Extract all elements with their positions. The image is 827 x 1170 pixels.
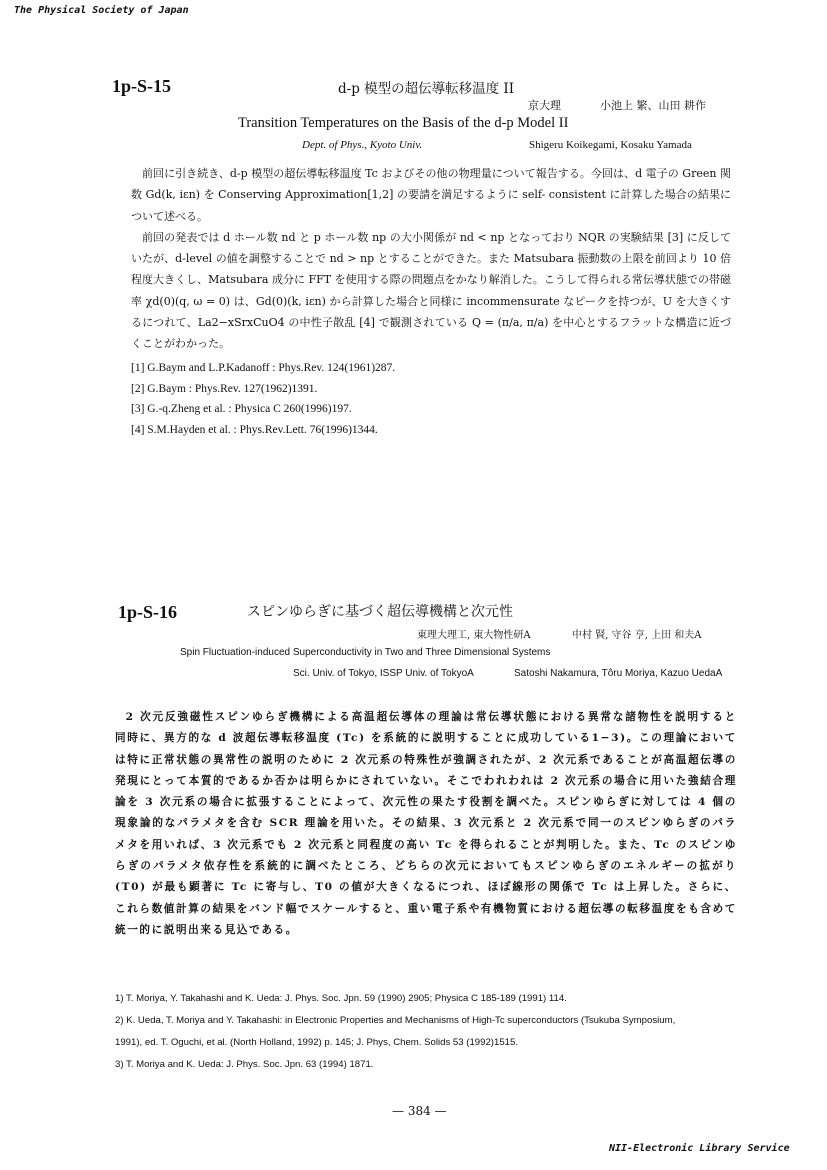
abstract-title-en: Transition Temperatures on the Basis of the d-p Model II [238, 115, 569, 131]
affiliation-en: Dept. of Phys., Kyoto Univ. [302, 139, 423, 151]
authors-en: Shigeru Koikegami, Kosaku Yamada [529, 139, 692, 151]
abstract-title-jp: スピンゆらぎに基づく超伝導機構と次元性 [247, 604, 513, 620]
reference-item: 1991), ed. T. Oguchi, et al. (North Holland, 1992) p. 145; J. Phys, Chem. Solids 53 (1992)1515. [115, 1037, 518, 1048]
reference-item: [1] G.Baym and L.P.Kadanoff : Phys.Rev. 124(1961)287. [131, 362, 396, 374]
reference-item: 2) K. Ueda, T. Moriya and Y. Takahashi: in Electronic Properties and Mechanisms of High-Tc superconductors (Tsukuba Symposium, [115, 1015, 676, 1026]
page-number: — 384 — [392, 1104, 447, 1118]
abstract-code: 1p-S-15 [112, 76, 172, 96]
reference-item: 1) T. Moriya, Y. Takahashi and K. Ueda: J. Phys. Soc. Jpn. 59 (1990) 2905; Physica C 185-189 (1991) 114. [115, 993, 567, 1004]
body-paragraph: 前回の発表では d ホール数 nd と p ホール数 np の大小関係が nd < np となっており NQR の実験結果 [3] に反していたが、d-level の値を調整することで nd > np とすることができた。また Matsubara 振動数の上限を前回より 10 倍程度大きくし、Matsubara 成分に FFT を使用する際の問題点をかなり解消した。こうして得られる常伝導状態での帯磁率 χd(0)(q, ω = 0) は、Gd(0)(k, iεn) から計算した場合と同様に incommensurate なピークを持つが、U を大きくするにつれて、La2−xSrxCuO4 の中性子散乱 [4] で観測されている Q = (π/a, π/a) を中心とするフラットな構造に近づくことがわかった。 [131, 230, 731, 351]
affiliation-en: Sci. Univ. of Tokyo, ISSP Univ. of TokyoA [293, 668, 474, 679]
reference-item: [4] S.M.Hayden et al. : Phys.Rev.Lett. 76(1996)1344. [131, 423, 378, 436]
body-paragraph: 2 次元反強磁性スピンゆらぎ機構による高温超伝導体の理論は常伝導状態における異常な諸物性を説明すると同時に、異方的な d 波超伝導転移温度 (Tc) を系統的に説明することに成功している1−3)。この理論においては特に正常状態の異常性の説明のために 2 次元系の特殊性が強調されたが、2 次元系であることが高温超伝導の発現にとって本質的であるか否かは明らかにされていない。そこでわれわれは 2 次元系の場合に用いた強結合理論を 3 次元系の場合に拡張することによって、次元性の果たす役割を調べた。スピンゆらぎに対しては 4 個の現象論的なパラメタを含む SCR 理論を用いた。その結果、3 次元系と 2 次元系で同一のスピンゆらぎのパラメタを用いれば、3 次元系でも 2 次元系と同程度の高い Tc を得られることが判明した。また、Tc のスピンゆらぎのパラメタ依存性を系統的に調べたところ、どちらの次元においてもスピンゆらぎのエネルギーの拡がり (T0) が最も顕著に Tc に寄与し、T0 の値が大きくなるにつれ、ほぼ線形の関係で Tc は上昇した。さらに、これら数値計算の結果をバンド幅でスケールすると、重い電子系や有機物質における超伝導の転移温度をも含めて統一的に説明出来る見込である。 [115, 711, 737, 936]
reference-list [131, 358, 395, 440]
society-header: The Physical Society of Japan [14, 5, 189, 16]
reference-item: 3) T. Moriya and K. Ueda: J. Phys. Soc. Jpn. 63 (1994) 1871. [115, 1059, 374, 1070]
authors-en: Satoshi Nakamura, Tôru Moriya, Kazuo UedaA [514, 668, 723, 679]
abstract-title-jp: d-p 模型の超伝導転移温度 II [338, 81, 515, 97]
abstract-body [131, 163, 731, 355]
abstract-title-en: Spin Fluctuation-induced Superconductivity in Two and Three Dimensional Systems [180, 647, 551, 658]
abstract-code: 1p-S-16 [118, 602, 178, 622]
reference-item: [3] G.-q.Zheng et al. : Physica C 260(1996)197. [131, 403, 352, 415]
reference-list [115, 988, 675, 1076]
body-paragraph: 前回に引き続き、d-p 模型の超伝導転移温度 Tc およびその他の物理量について報告する。今回は、d 電子の Green 関数 Gd(k, iεn) を Conserving Approximation[1,2] の要請を満足するように self- consistent に計算した場合の結果について述べる。 [131, 167, 731, 223]
library-footer: NII-Electronic Library Service [609, 1143, 790, 1154]
affiliation-jp: 東理大理工, 東大物性研A [417, 630, 531, 641]
abstract-body [115, 707, 737, 941]
authors-jp: 小池上 繁、山田 耕作 [600, 99, 706, 112]
reference-item: [2] G.Baym : Phys.Rev. 127(1962)1391. [131, 382, 318, 395]
affiliation-jp: 京大理 [528, 99, 561, 112]
authors-jp: 中村 賢, 守谷 亨, 上田 和夫A [572, 630, 702, 641]
